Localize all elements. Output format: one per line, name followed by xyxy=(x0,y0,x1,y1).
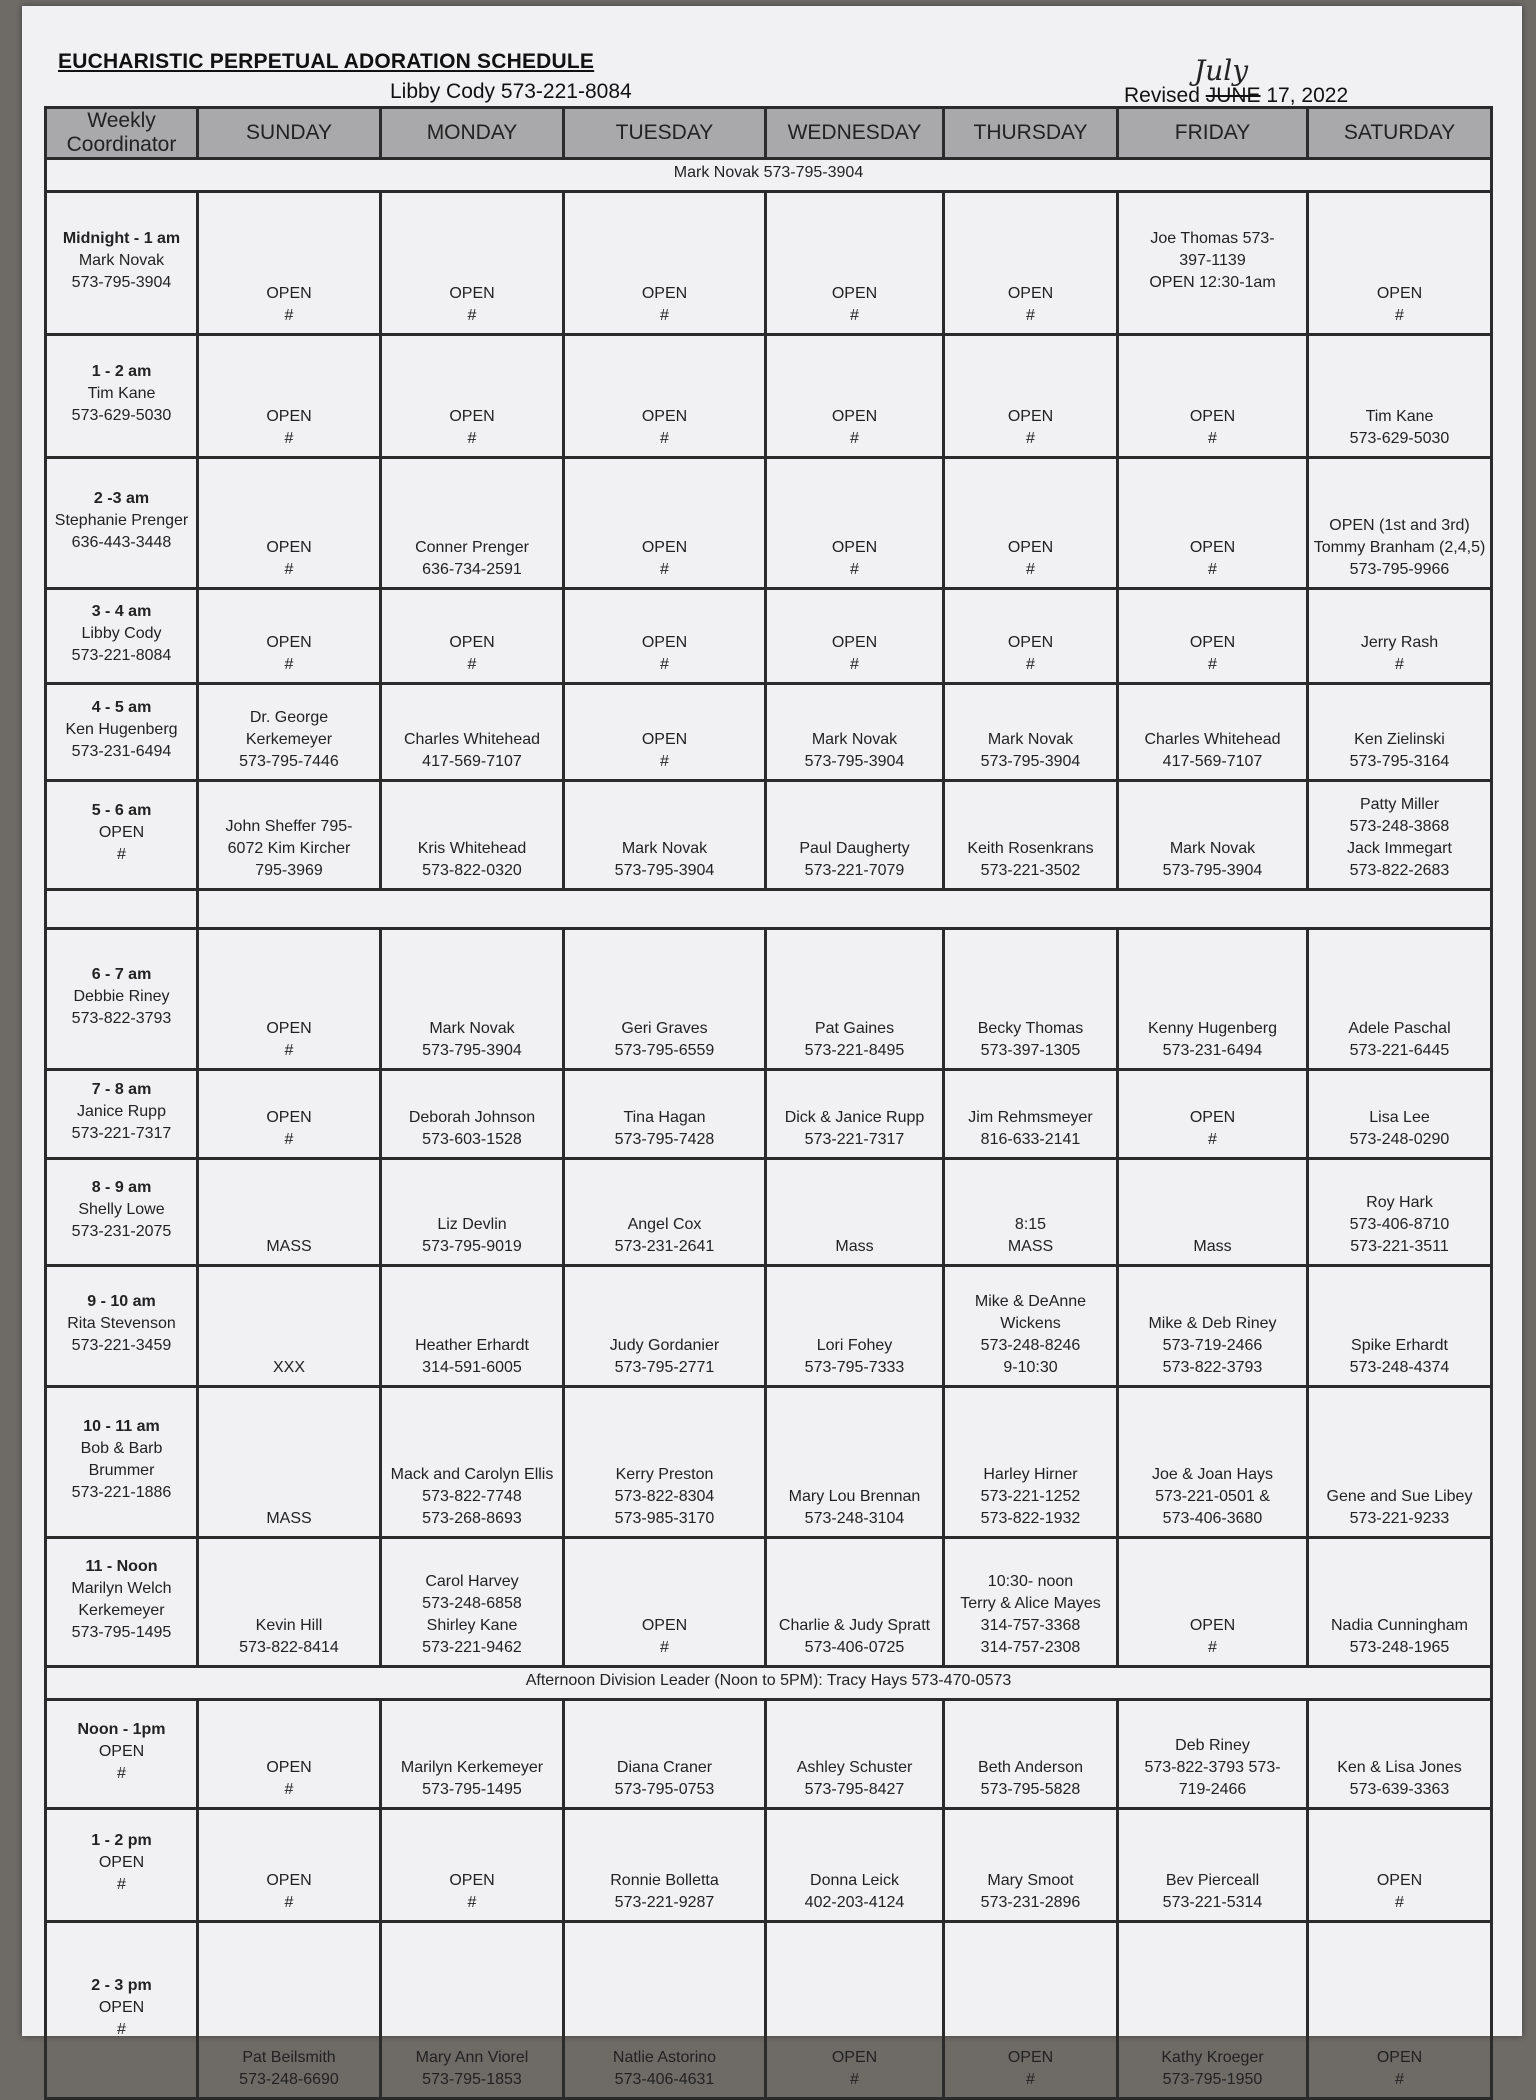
adorer-cell: Ken & Lisa Jones 573-639-3363 xyxy=(1308,1700,1492,1809)
schedule-table xyxy=(44,106,1493,2100)
adorer-cell: OPEN # xyxy=(766,458,944,589)
adorer-cell: Lisa Lee 573-248-0290 xyxy=(1308,1070,1492,1159)
time-slot-cell xyxy=(46,929,198,1070)
column-header-coordinator: Weekly Coordinator xyxy=(46,108,198,159)
revised-day-year: 17, 2022 xyxy=(1260,84,1349,107)
table-row xyxy=(46,335,1492,458)
time-slot-label: 2 - 3 pm xyxy=(91,1977,152,1994)
adorer-cell: OPEN # xyxy=(944,335,1118,458)
time-slot-cell xyxy=(46,684,198,781)
adorer-cell: Mark Novak 573-795-3904 xyxy=(1118,781,1308,890)
adorer-cell: Charlie & Judy Spratt 573-406-0725 xyxy=(766,1538,944,1667)
adorer-cell: OPEN # xyxy=(381,192,564,335)
adorer-cell: XXX xyxy=(198,1266,381,1387)
adorer-cell: Conner Prenger 636-734-2591 xyxy=(381,458,564,589)
time-slot-label: 1 - 2 pm xyxy=(91,1832,152,1849)
adorer-cell: OPEN # xyxy=(944,1922,1118,2099)
adorer-cell: Nadia Cunningham 573-248-1965 xyxy=(1308,1538,1492,1667)
time-slot-cell xyxy=(46,1700,198,1809)
adorer-cell: OPEN # xyxy=(198,589,381,684)
table-row xyxy=(46,1266,1492,1387)
adorer-cell: Charles Whitehead 417-569-7107 xyxy=(1118,684,1308,781)
adorer-cell: Mary Smoot 573-231-2896 xyxy=(944,1809,1118,1922)
time-slot-label: 5 - 6 am xyxy=(91,802,152,819)
adorer-cell: OPEN # xyxy=(198,335,381,458)
time-slot-label: 8 - 9 am xyxy=(91,1179,152,1196)
slot-leader: Shelly Lowe 573-231-2075 xyxy=(71,1201,172,1240)
revised-date xyxy=(1124,84,1348,108)
adorer-cell: Tina Hagan 573-795-7428 xyxy=(564,1070,766,1159)
adorer-cell: Mark Novak 573-795-3904 xyxy=(944,684,1118,781)
time-slot-label: 10 - 11 am xyxy=(83,1418,160,1435)
slot-leader: Rita Stevenson 573-221-3459 xyxy=(67,1315,176,1354)
time-slot-cell xyxy=(46,335,198,458)
slot-leader: Janice Rupp 573-221-7317 xyxy=(71,1103,172,1142)
adorer-cell: 8:15 MASS xyxy=(944,1159,1118,1266)
adorer-cell: Ronnie Bolletta 573-221-9287 xyxy=(564,1809,766,1922)
slot-leader: Ken Hugenberg 573-231-6494 xyxy=(65,721,178,760)
spacer-cell xyxy=(46,890,198,929)
adorer-cell: John Sheffer 795- 6072 Kim Kircher 795-3969 xyxy=(198,781,381,890)
time-slot-cell xyxy=(46,1922,198,2099)
adorer-cell: Donna Leick 402-203-4124 xyxy=(766,1809,944,1922)
banner-row xyxy=(46,159,1492,192)
adorer-cell: OPEN # xyxy=(198,192,381,335)
time-slot-cell xyxy=(46,1387,198,1538)
adorer-cell: Dick & Janice Rupp 573-221-7317 xyxy=(766,1070,944,1159)
slot-leader: Tim Kane 573-629-5030 xyxy=(71,385,172,424)
adorer-cell: Mary Lou Brennan 573-248-3104 xyxy=(766,1387,944,1538)
adorer-cell: Mass xyxy=(1118,1159,1308,1266)
adorer-cell: OPEN # xyxy=(198,1070,381,1159)
adorer-cell: OPEN # xyxy=(944,589,1118,684)
table-row xyxy=(46,1700,1492,1809)
adorer-cell: Keith Rosenkrans 573-221-3502 xyxy=(944,781,1118,890)
adorer-cell: Joe Thomas 573- 397-1139 OPEN 12:30-1am xyxy=(1118,192,1308,335)
adorer-cell: Spike Erhardt 573-248-4374 xyxy=(1308,1266,1492,1387)
adorer-cell: Beth Anderson 573-795-5828 xyxy=(944,1700,1118,1809)
slot-leader: Marilyn Welch Kerkemeyer 573-795-1495 xyxy=(71,1580,172,1641)
time-slot-label: 6 - 7 am xyxy=(91,966,152,983)
adorer-cell: OPEN # xyxy=(198,1809,381,1922)
adorer-cell: Tim Kane 573-629-5030 xyxy=(1308,335,1492,458)
adorer-cell: Gene and Sue Libey 573-221-9233 xyxy=(1308,1387,1492,1538)
revised-struck-month: JUNE xyxy=(1205,84,1261,107)
time-slot-cell xyxy=(46,192,198,335)
time-slot-cell xyxy=(46,1159,198,1266)
adorer-cell: Kerry Preston 573-822-8304 573-985-3170 xyxy=(564,1387,766,1538)
adorer-cell: Mark Novak 573-795-3904 xyxy=(766,684,944,781)
adorer-cell: Harley Hirner 573-221-1252 573-822-1932 xyxy=(944,1387,1118,1538)
column-header-sunday: SUNDAY xyxy=(198,108,381,159)
adorer-cell: OPEN # xyxy=(564,192,766,335)
afternoon-leader-banner: Afternoon Division Leader (Noon to 5PM): Tracy Hays 573-470-0573 xyxy=(46,1667,1492,1700)
column-header-monday: MONDAY xyxy=(381,108,564,159)
adorer-cell: Ken Zielinski 573-795-3164 xyxy=(1308,684,1492,781)
time-slot-label: 7 - 8 am xyxy=(91,1081,152,1098)
spacer-row xyxy=(46,890,1492,929)
adorer-cell: OPEN # xyxy=(564,684,766,781)
adorer-cell: OPEN # xyxy=(1308,1809,1492,1922)
adorer-cell: Marilyn Kerkemeyer 573-795-1495 xyxy=(381,1700,564,1809)
slot-leader: Stephanie Prenger 636-443-3448 xyxy=(54,512,189,551)
slot-leader: Bob & Barb Brummer 573-221-1886 xyxy=(71,1440,172,1501)
column-header-wednesday: WEDNESDAY xyxy=(766,108,944,159)
adorer-cell: Pat Beilsmith 573-248-6690 xyxy=(198,1922,381,2099)
time-slot-cell xyxy=(46,589,198,684)
adorer-cell: Mike & DeAnne Wickens 573-248-8246 9-10:30 xyxy=(944,1266,1118,1387)
adorer-cell: Bev Pierceall 573-221-5314 xyxy=(1118,1809,1308,1922)
time-slot-cell xyxy=(46,1538,198,1667)
adorer-cell: OPEN # xyxy=(381,1809,564,1922)
adorer-cell: OPEN # xyxy=(198,458,381,589)
adorer-cell: Mack and Carolyn Ellis 573-822-7748 573-268-8693 xyxy=(381,1387,564,1538)
table-row xyxy=(46,1538,1492,1667)
time-slot-label: 2 -3 am xyxy=(93,490,150,507)
time-slot-label: 11 - Noon xyxy=(85,1558,158,1575)
table-row xyxy=(46,192,1492,335)
adorer-cell: OPEN # xyxy=(944,192,1118,335)
column-header-friday: FRIDAY xyxy=(1118,108,1308,159)
adorer-cell: OPEN # xyxy=(766,1922,944,2099)
adorer-cell: Ashley Schuster 573-795-8427 xyxy=(766,1700,944,1809)
adorer-cell: Geri Graves 573-795-6559 xyxy=(564,929,766,1070)
adorer-cell: Natlie Astorino 573-406-4631 xyxy=(564,1922,766,2099)
column-header-thursday: THURSDAY xyxy=(944,108,1118,159)
time-slot-cell xyxy=(46,1809,198,1922)
adorer-cell: MASS xyxy=(198,1387,381,1538)
adorer-cell: OPEN # xyxy=(766,192,944,335)
adorer-cell: Liz Devlin 573-795-9019 xyxy=(381,1159,564,1266)
adorer-cell: Deborah Johnson 573-603-1528 xyxy=(381,1070,564,1159)
adorer-cell: OPEN # xyxy=(198,1700,381,1809)
adorer-cell: Mark Novak 573-795-3904 xyxy=(564,781,766,890)
adorer-cell: OPEN # xyxy=(1118,1538,1308,1667)
slot-leader: OPEN # xyxy=(98,824,145,863)
handwritten-month: July xyxy=(1194,54,1249,87)
adorer-cell: MASS xyxy=(198,1159,381,1266)
slot-leader: Libby Cody 573-221-8084 xyxy=(71,625,172,664)
time-slot-cell xyxy=(46,1070,198,1159)
adorer-cell: Patty Miller 573-248-3868 Jack Immegart 573-822-2683 xyxy=(1308,781,1492,890)
document-title: EUCHARISTIC PERPETUAL ADORATION SCHEDULE xyxy=(58,50,595,73)
adorer-cell: Mass xyxy=(766,1159,944,1266)
time-slot-label: 3 - 4 am xyxy=(91,603,152,620)
adorer-cell: OPEN # xyxy=(198,929,381,1070)
adorer-cell: OPEN # xyxy=(1308,192,1492,335)
adorer-cell: OPEN (1st and 3rd) Tommy Branham (2,4,5) 573-795-9966 xyxy=(1308,458,1492,589)
adorer-cell: OPEN # xyxy=(766,589,944,684)
adorer-cell: Mary Ann Viorel 573-795-1853 xyxy=(381,1922,564,2099)
slot-leader: OPEN # xyxy=(98,1743,145,1782)
adorer-cell: Kathy Kroeger 573-795-1950 xyxy=(1118,1922,1308,2099)
adorer-cell: Lori Fohey 573-795-7333 xyxy=(766,1266,944,1387)
slot-leader: OPEN # xyxy=(98,1999,145,2038)
adorer-cell: Roy Hark 573-406-8710 573-221-3511 xyxy=(1308,1159,1492,1266)
adorer-cell: Angel Cox 573-231-2641 xyxy=(564,1159,766,1266)
adorer-cell: OPEN # xyxy=(564,589,766,684)
banner-row xyxy=(46,1667,1492,1700)
adorer-cell: Diana Craner 573-795-0753 xyxy=(564,1700,766,1809)
adorer-cell: OPEN # xyxy=(1118,1070,1308,1159)
adorer-cell: OPEN # xyxy=(1118,589,1308,684)
adorer-cell: Deb Riney 573-822-3793 573- 719-2466 xyxy=(1118,1700,1308,1809)
adorer-cell: Paul Daugherty 573-221-7079 xyxy=(766,781,944,890)
slot-leader: OPEN # xyxy=(98,1854,145,1893)
schedule-sheet xyxy=(22,6,1522,2088)
adorer-cell: OPEN # xyxy=(1118,335,1308,458)
column-header-tuesday: TUESDAY xyxy=(564,108,766,159)
night-coordinator-banner: Mark Novak 573-795-3904 xyxy=(46,159,1492,192)
header-row xyxy=(46,108,1492,159)
adorer-cell: Heather Erhardt 314-591-6005 xyxy=(381,1266,564,1387)
adorer-cell: Becky Thomas 573-397-1305 xyxy=(944,929,1118,1070)
adorer-cell: Jim Rehmsmeyer 816-633-2141 xyxy=(944,1070,1118,1159)
adorer-cell: OPEN # xyxy=(766,335,944,458)
adorer-cell: OPEN # xyxy=(381,589,564,684)
adorer-cell: Kevin Hill 573-822-8414 xyxy=(198,1538,381,1667)
table-row xyxy=(46,1070,1492,1159)
table-row xyxy=(46,929,1492,1070)
adorer-cell: Adele Paschal 573-221-6445 xyxy=(1308,929,1492,1070)
adorer-cell: Jerry Rash # xyxy=(1308,589,1492,684)
table-row xyxy=(46,781,1492,890)
time-slot-label: 4 - 5 am xyxy=(91,699,152,716)
adorer-cell: Judy Gordanier 573-795-2771 xyxy=(564,1266,766,1387)
adorer-cell: Pat Gaines 573-221-8495 xyxy=(766,929,944,1070)
adorer-cell: OPEN # xyxy=(564,335,766,458)
table-row xyxy=(46,1387,1492,1538)
adorer-cell: OPEN # xyxy=(1118,458,1308,589)
adorer-cell: Dr. George Kerkemeyer 573-795-7446 xyxy=(198,684,381,781)
adorer-cell: OPEN # xyxy=(564,1538,766,1667)
table-row xyxy=(46,684,1492,781)
table-row xyxy=(46,1809,1492,1922)
adorer-cell: Kris Whitehead 573-822-0320 xyxy=(381,781,564,890)
time-slot-label: Midnight - 1 am xyxy=(62,230,181,247)
table-row xyxy=(46,1922,1492,2099)
time-slot-cell xyxy=(46,1266,198,1387)
adorer-cell: Mike & Deb Riney 573-719-2466 573-822-3793 xyxy=(1118,1266,1308,1387)
adorer-cell: OPEN # xyxy=(944,458,1118,589)
adorer-cell: Charles Whitehead 417-569-7107 xyxy=(381,684,564,781)
column-header-saturday: SATURDAY xyxy=(1308,108,1492,159)
revised-prefix: Revised xyxy=(1124,84,1206,107)
contact-line: Libby Cody 573-221-8084 xyxy=(390,80,632,103)
table-row xyxy=(46,1159,1492,1266)
spacer-cell xyxy=(198,890,1492,929)
time-slot-label: 1 - 2 am xyxy=(91,363,152,380)
time-slot-label: 9 - 10 am xyxy=(87,1293,156,1310)
time-slot-label: Noon - 1pm xyxy=(77,1721,166,1738)
adorer-cell: OPEN # xyxy=(1308,1922,1492,2099)
table-row xyxy=(46,589,1492,684)
time-slot-cell xyxy=(46,458,198,589)
adorer-cell: OPEN # xyxy=(564,458,766,589)
adorer-cell: Mark Novak 573-795-3904 xyxy=(381,929,564,1070)
slot-leader: Debbie Riney 573-822-3793 xyxy=(71,988,172,1027)
adorer-cell: 10:30- noon Terry & Alice Mayes 314-757-3368 314-757-2308 xyxy=(944,1538,1118,1667)
adorer-cell: Joe & Joan Hays 573-221-0501 & 573-406-3680 xyxy=(1118,1387,1308,1538)
adorer-cell: Kenny Hugenberg 573-231-6494 xyxy=(1118,929,1308,1070)
adorer-cell: OPEN # xyxy=(381,335,564,458)
table-row xyxy=(46,458,1492,589)
adorer-cell: Carol Harvey 573-248-6858 Shirley Kane 573-221-9462 xyxy=(381,1538,564,1667)
time-slot-cell xyxy=(46,781,198,890)
slot-leader: Mark Novak 573-795-3904 xyxy=(71,252,172,291)
